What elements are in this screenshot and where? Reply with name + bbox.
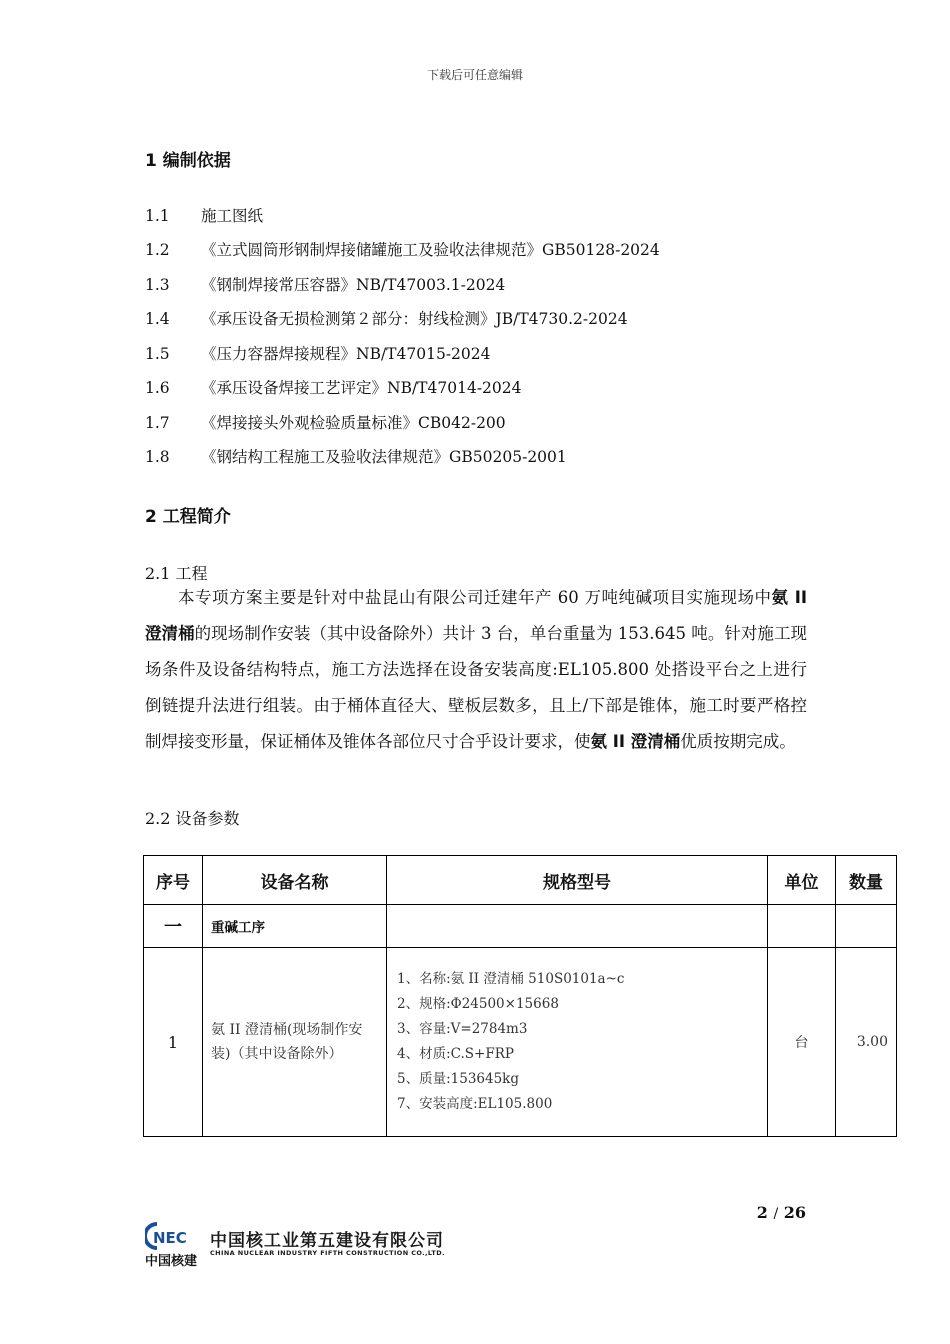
page-total: 26	[783, 1203, 806, 1222]
spec-line: 2、规格:Φ24500×15668	[397, 996, 559, 1012]
subsection-2-1-title: 2.1 工程	[145, 564, 208, 583]
project-description	[145, 580, 807, 760]
section-1-title: 1 编制依据	[145, 151, 231, 171]
ref-item	[145, 445, 567, 469]
ref-item	[145, 204, 263, 228]
ref-item	[145, 238, 660, 262]
ref-text: 《钢制焊接常压容器》NB/T47003.1-2024	[201, 276, 506, 294]
ref-number: 1.3	[145, 276, 170, 294]
spec-line: 3、容量:V=2784m3	[397, 1021, 528, 1037]
ref-text: 《焊接接头外观检验质量标准》CB042-200	[201, 414, 506, 432]
col-header-name: 设备名称	[203, 856, 387, 905]
ref-text: 《压力容器焊接规程》NB/T47015-2024	[201, 345, 491, 363]
para-text: 优质按期完成。	[680, 732, 796, 751]
ref-number: 1.6	[145, 379, 170, 397]
ref-text: 《钢结构工程施工及验收法律规范》GB50205-2001	[201, 448, 567, 466]
company-name-en: CHINA NUCLEAR INDUSTRY FIFTH CONSTRUCTION CO.,LTD.	[210, 1249, 445, 1257]
group-name: 重碱工序	[203, 905, 387, 948]
spec-line: 4、材质:C.S+FRP	[397, 1046, 514, 1062]
ref-text: 《承压设备焊接工艺评定》NB/T47014-2024	[201, 379, 522, 397]
subsection-2-2-title: 2.2 设备参数	[145, 809, 240, 828]
item-name: 氨 II 澄清桶(现场制作安装)（其中设备除外）	[203, 948, 387, 1137]
ref-item	[145, 411, 506, 435]
item-unit: 台	[768, 948, 836, 1137]
section-2-title: 2 工程简介	[145, 507, 231, 527]
ref-number: 1.8	[145, 448, 170, 466]
ref-number: 1.7	[145, 414, 170, 432]
equipment-table	[143, 855, 897, 1137]
ref-text: 《承压设备无损检测第２部分：射线检测》JB/T4730.2-2024	[201, 310, 628, 328]
spec-line: 5、质量:153645kg	[397, 1071, 519, 1087]
ref-text: 施工图纸	[201, 207, 264, 225]
ref-number: 1.2	[145, 241, 170, 259]
table-header-row	[144, 856, 897, 905]
col-header-spec: 规格型号	[387, 856, 768, 905]
logo-letters: NEC	[153, 1229, 187, 1247]
col-header-unit: 单位	[768, 856, 836, 905]
empty-cell	[768, 905, 836, 948]
page-number	[740, 1203, 806, 1222]
equipment-name-bold: 氨 II 澄清桶	[590, 732, 681, 751]
ref-text: 《立式圆筒形钢制焊接储罐施工及验收法律规范》GB50128-2024	[201, 241, 660, 259]
ref-item	[145, 273, 505, 297]
group-index: 一	[144, 905, 203, 948]
page-current: 2	[756, 1203, 768, 1222]
logo-cn-short: 中国核建	[145, 1254, 198, 1269]
table-group-row	[144, 905, 897, 948]
item-spec	[387, 948, 768, 1137]
ref-item	[145, 342, 491, 366]
para-text: 的现场制作安装（其中设备除外）共计 3 台，单台重量为 153.645 吨。针对施工现场条件及设备结构特点，施工方法选择在设备安装高度:EL105.800 处搭设平台之上进行倒链提升法进行组装。由于桶体直径大、壁板层数多，且上/下部是锥体，施工时要严格控制焊接变形量，保证桶体及锥体各部位尺寸合乎设计要求，使	[145, 624, 807, 751]
ref-item	[145, 376, 522, 400]
para-text: 本专项方案主要是针对中盐昆山有限公司迁建年产 60 万吨纯碱项目实施现场中	[178, 588, 772, 607]
company-name-cn: 中国核工业第五建设有限公司	[210, 1231, 444, 1251]
item-quantity: 3.00	[836, 948, 897, 1137]
empty-cell	[836, 905, 897, 948]
ref-number: 1.1	[145, 207, 170, 225]
ref-item	[145, 307, 628, 331]
spec-line: 1、名称:氨 II 澄清桶 510S0101a~c	[397, 971, 625, 987]
header-note: 下载后可任意编辑	[426, 68, 523, 82]
col-header-qty: 数量	[836, 856, 897, 905]
col-header-index: 序号	[144, 856, 203, 905]
item-index: 1	[144, 948, 203, 1137]
empty-cell	[387, 905, 768, 948]
ref-number: 1.4	[145, 310, 170, 328]
equipment-name-bold: 氨 II 澄清桶	[145, 588, 807, 643]
page-separator: /	[773, 1206, 779, 1222]
spec-line: 7、安装高度:EL105.800	[397, 1096, 553, 1112]
table-row	[144, 948, 897, 1137]
ref-number: 1.5	[145, 345, 170, 363]
